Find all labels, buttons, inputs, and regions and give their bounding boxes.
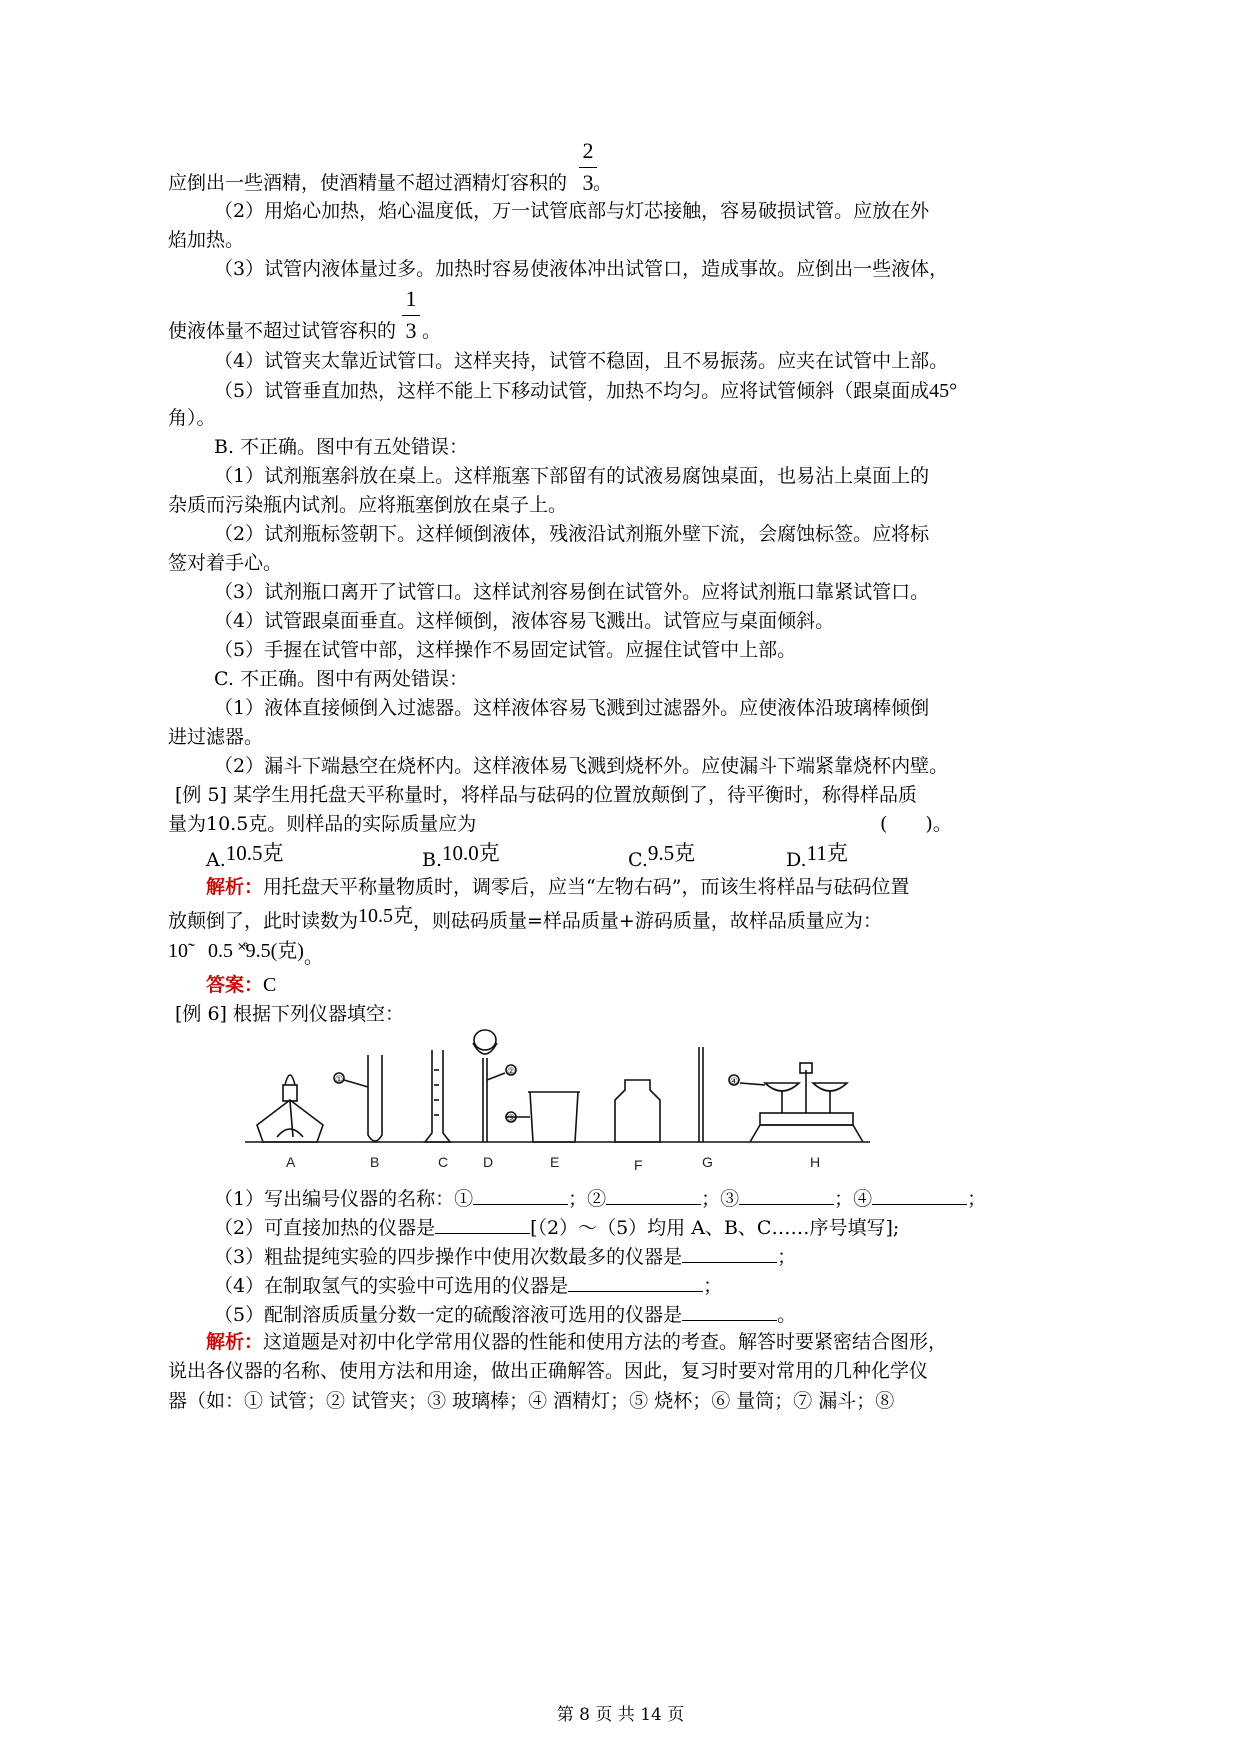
question-1: （1）写出编号仪器的名称：① ；② ；③ ；④ ；: [214, 1184, 986, 1212]
option-d: D.11克: [786, 841, 848, 871]
label-d: D: [483, 1154, 494, 1170]
text-line: 应倒出一些酒精，使酒精量不超过酒精灯容积的 。: [168, 172, 613, 194]
label-f: F: [634, 1157, 643, 1173]
example-5-question: [例 5] 某学生用托盘天平称量时，将样品与砝码的位置放颠倒了，待平衡时，称得样品质: [175, 784, 917, 806]
answer-paren: ( )。: [880, 813, 952, 835]
answer-label: 答案：: [206, 974, 264, 996]
analysis-6: 说出各仪器的名称、使用方法和用途，做出正确解答。因此，复习时要对常用的几种化学仪: [168, 1360, 929, 1382]
text-line: （1）液体直接倾倒入过滤器。这样液体容易飞溅到过滤器外。应使液体沿玻璃棒倾倒: [214, 697, 930, 719]
example-5-question: 量为10.5克。则样品的实际质量应为: [168, 813, 477, 835]
label-e: E: [550, 1154, 560, 1170]
answer-blank[interactable]: [872, 1184, 967, 1205]
text-line: （2）用焰心加热，焰心温度低，万一试管底部与灯芯接触，容易破损试管。应放在外: [214, 200, 930, 222]
analysis-5-formula: 10̃ 0.5 ˟̊9.5(克)。: [168, 940, 323, 968]
option-c: C.9.5克: [628, 841, 696, 871]
analysis-label: 解析：: [206, 876, 264, 898]
text-line: B. 不正确。图中有五处错误：: [214, 436, 469, 458]
label-a: A: [286, 1154, 296, 1170]
fraction-denominator: 3: [405, 318, 417, 343]
instruments-figure: [235, 1025, 885, 1175]
text-line: （4）试管跟桌面垂直。这样倾倒，液体容易飞溅出。试管应与桌面倾斜。: [214, 610, 835, 632]
question-4: （4）在制取氢气的实验中可选用的仪器是 ；: [214, 1271, 722, 1299]
fraction-bar: [402, 315, 420, 316]
marker-3: ③: [507, 1113, 516, 1123]
analysis-6: 器（如：① 试管；② 试管夹；③ 玻璃棒；④ 酒精灯；⑤ 烧杯；⑥ 量筒；⑦ 漏斗；⑧: [168, 1390, 895, 1412]
analysis-5: 解析：用托盘天平称量物质时，调零后，应当“左物右码”，而该生将样品与砝码位置: [206, 876, 910, 898]
text-line: 签对着手心。: [168, 552, 283, 574]
text-line: （2）漏斗下端悬空在烧杯内。这样液体易飞溅到烧杯外。应使漏斗下端紧靠烧杯内壁。: [214, 755, 949, 777]
answer-blank[interactable]: [682, 1242, 777, 1263]
label-h: H: [810, 1154, 821, 1170]
question-5: （5）配制溶质质量分数一定的硫酸溶液可选用的仪器是 。: [214, 1300, 796, 1328]
label-g: G: [702, 1154, 713, 1170]
option-a: A.10.5克: [206, 841, 284, 871]
text-line: （3）试管内液体量过多。加热时容易使液体冲出试管口，造成事故。应倒出一些液体，: [214, 258, 949, 280]
text-line: 使液体量不超过试管容积的 。: [168, 320, 442, 342]
analysis-6: 解析：这道题是对初中化学常用仪器的性能和使用方法的考查。解答时要紧密结合图形，: [206, 1331, 948, 1353]
marker-4: ④: [730, 1076, 739, 1086]
text-line: （1）试剂瓶塞斜放在桌上。这样瓶塞下部留有的试液易腐蚀桌面，也易沾上桌面上的: [214, 465, 930, 487]
text-line: （4）试管夹太靠近试管口。这样夹持，试管不稳固，且不易振荡。应夹在试管中上部。: [214, 350, 949, 372]
analysis-5: 放颠倒了，此时读数为10.5克，则砝码质量=样品质量+游码质量，故样品质量应为：: [168, 905, 882, 932]
marker-1: ①: [335, 1074, 344, 1084]
answer-blank[interactable]: [682, 1300, 777, 1321]
answer-5: 答案：C: [206, 974, 277, 996]
example-6-question: [例 6] 根据下列仪器填空：: [175, 1003, 404, 1025]
text-line: （3）试剂瓶口离开了试管口。这样试剂容易倒在试管外。应将试剂瓶口靠紧试管口。: [214, 581, 930, 603]
marker-2: ②: [507, 1066, 516, 1076]
label-b: B: [370, 1154, 380, 1170]
fraction-bar: [579, 167, 597, 168]
answer-blank[interactable]: [568, 1271, 703, 1292]
answer-blank[interactable]: [473, 1184, 568, 1205]
text-line: （5）手握在试管中部，这样操作不易固定试管。应握住试管中上部。: [214, 639, 797, 661]
analysis-label: 解析：: [206, 1331, 264, 1353]
question-2: （2）可直接加热的仪器是 [（2）～（5）均用 A、B、C……序号填写];: [214, 1213, 899, 1241]
page-footer: 第 8 页 共 14 页: [556, 1705, 685, 1725]
answer-blank[interactable]: [739, 1184, 834, 1205]
label-c: C: [438, 1154, 449, 1170]
text-line: 进过滤器。: [168, 726, 264, 748]
fraction-denominator: 3: [582, 170, 594, 195]
fraction-numerator: 2: [582, 138, 594, 163]
option-b: B.10.0克: [422, 841, 500, 871]
text-line: 角）。: [168, 407, 216, 429]
text-line: C. 不正确。图中有两处错误：: [214, 668, 468, 690]
text-line: 焰加热。: [168, 229, 245, 251]
answer-blank[interactable]: [435, 1213, 530, 1234]
text-line: （5）试管垂直加热，这样不能上下移动试管，加热不均匀。应将试管倾斜（跟桌面成45°: [214, 380, 958, 402]
fraction-numerator: 1: [405, 286, 417, 311]
text-line: （2）试剂瓶标签朝下。这样倾倒液体，残液沿试剂瓶外壁下流，会腐蚀标签。应将标: [214, 523, 930, 545]
answer-blank[interactable]: [606, 1184, 701, 1205]
question-3: （3）粗盐提纯实验的四步操作中使用次数最多的仪器是 ；: [214, 1242, 796, 1270]
text-line: 杂质而污染瓶内试剂。应将瓶塞倒放在桌子上。: [168, 494, 568, 516]
